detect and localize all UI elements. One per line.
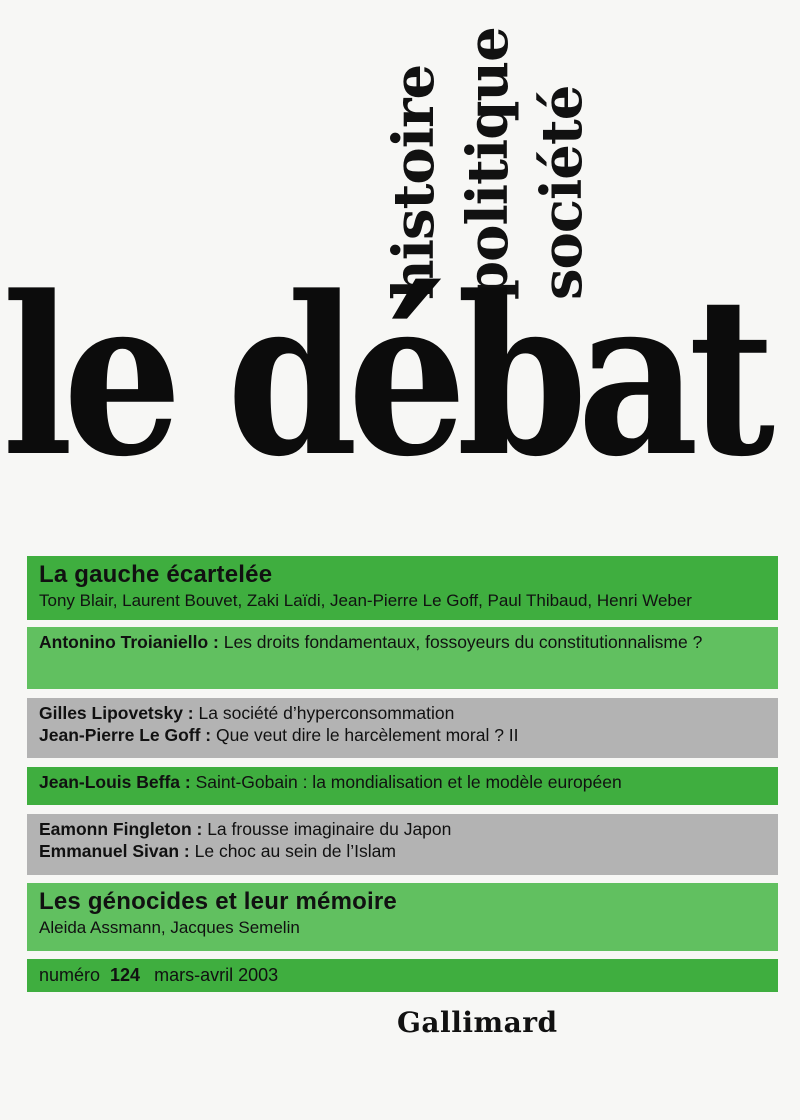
headline-genocides: Les génocides et leur mémoire [39,888,397,915]
subtitle-word-histoire: histoire [381,64,447,300]
article-lipovetsky [39,702,766,724]
title-fingleton: La frousse imaginaire du Japon [207,819,452,839]
article-fingleton [39,818,766,840]
article-beffa [39,771,766,793]
issue-date: mars-avril 2003 [154,965,279,985]
masthead-title: le débat [2,249,765,505]
article-sivan [39,840,766,862]
band-gauche [27,556,778,620]
title-troianiello: Les droits fondamentaux, fossoyeurs du constitutionnalisme ? [223,632,703,652]
band-fingleton [27,814,778,875]
authors-genocides: Aleida Assmann, Jacques Semelin [39,918,300,937]
issue-label: numéro [39,965,101,985]
author-lipovetsky: Gilles Lipovetsky : [39,703,194,723]
title-sivan: Le choc au sein de l’Islam [194,841,396,861]
author-troianiello: Antonino Troianiello : [39,632,219,652]
title-beffa: Saint-Gobain : la mondialisation et le modèle européen [195,772,622,792]
article-troianiello [39,631,766,653]
author-beffa: Jean-Louis Beffa : [39,772,191,792]
headline-gauche: La gauche écartelée [39,561,273,588]
author-le-goff: Jean-Pierre Le Goff : [39,725,212,745]
publisher-name: Gallimard [397,1006,558,1039]
authors-gauche: Tony Blair, Laurent Bouvet, Zaki Laïdi, Jean-Pierre Le Goff, Paul Thibaud, Henri Weber [39,591,692,610]
issue-line [39,962,766,988]
author-sivan: Emmanuel Sivan : [39,841,190,861]
title-lipovetsky: La société d’hyperconsommation [198,703,455,723]
author-fingleton: Eamonn Fingleton : [39,819,203,839]
band-issue [27,959,778,992]
title-le-goff: Que veut dire le harcèlement moral ? II [216,725,519,745]
article-le-goff [39,724,766,746]
band-genocides [27,883,778,951]
subtitle-word-societe: société [529,85,595,300]
subtitle-word-politique: politique [455,27,521,300]
issue-number: 124 [110,965,141,985]
band-lipovetsky [27,698,778,758]
band-troianiello [27,627,778,689]
band-beffa [27,767,778,805]
